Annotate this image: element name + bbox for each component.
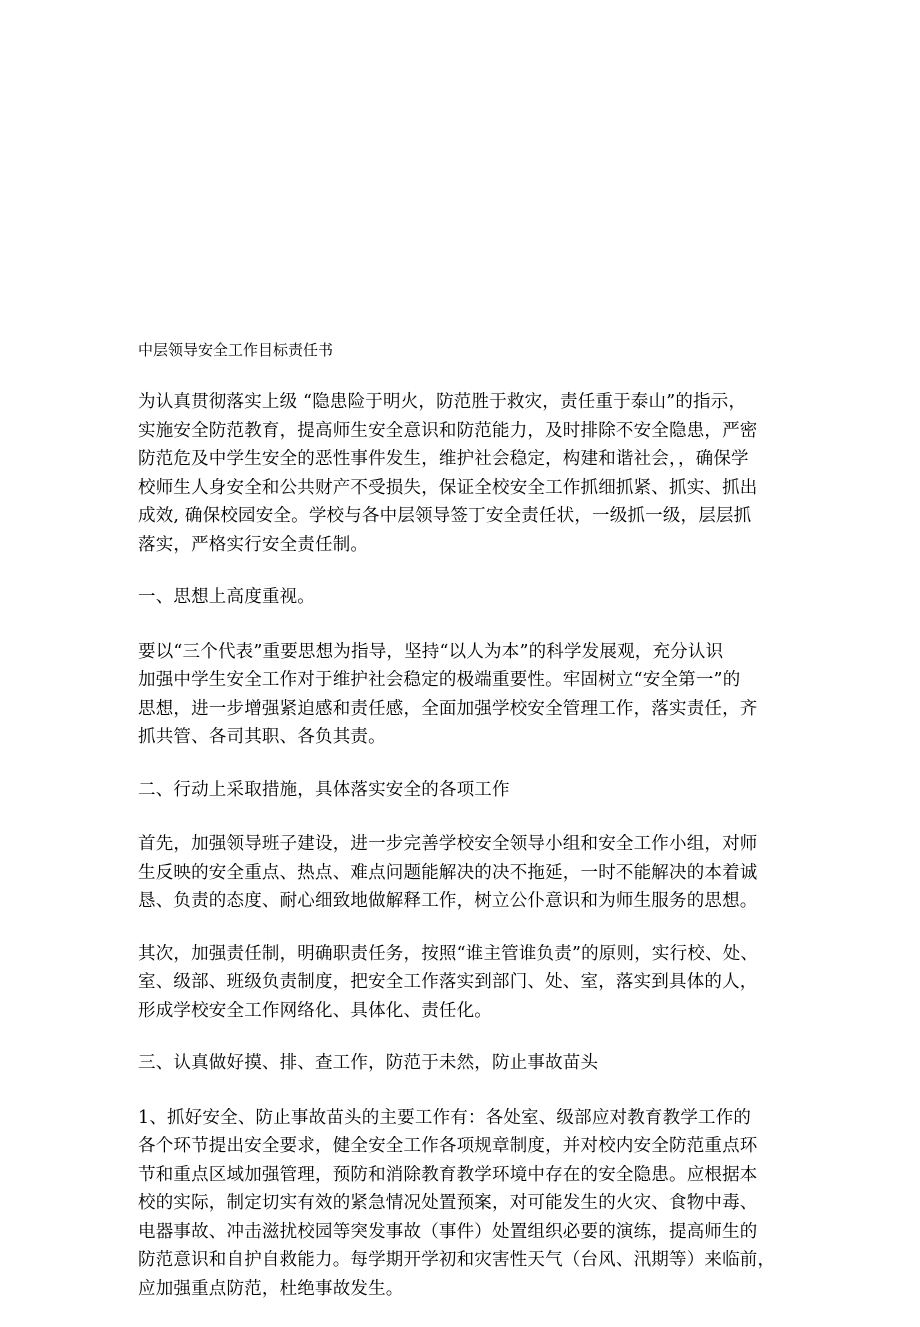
- paragraph-line: 落实，严格实行安全责任制。: [138, 534, 369, 555]
- document-page: [138, 338, 784, 1327]
- paragraph-line: 加强中学生安全工作对于维护社会稳定的极端重要性。牢固树立“安全第一”的: [138, 670, 741, 690]
- paragraph-section-2a: [138, 830, 784, 916]
- paragraph-line: 思想，进一步增强紧迫感和责任感，全面加强学校安全管理工作，落实责任，齐: [138, 698, 758, 719]
- paragraph-section-2b: [138, 940, 784, 1026]
- section-heading-3: [138, 1049, 784, 1078]
- paragraph-line: 为认真贯彻落实上级 “隐患险于明火，防范胜于救灾，责任重于泰山”的指示，: [138, 392, 747, 412]
- document-title: 中层领导安全工作目标责任书: [138, 341, 334, 359]
- section-heading-1: [138, 583, 784, 612]
- paragraph-line: 1、抓好安全、防止事故苗头的主要工作有：各处室、级部应对教育教学工作的: [138, 1107, 752, 1128]
- paragraph-line: 校的实际，制定切实有效的紧急情况处置预案，对可能发生的火灾、食物中毒、: [138, 1193, 758, 1213]
- paragraph-line: 恳、负责的态度、耐心细致地做解释工作，树立公仆意识和为师生服务的思想。: [138, 891, 758, 911]
- paragraph-line: 成效, 确保校园安全。学校与各中层领导签丁安全责任状，一级抓一级，层层抓: [138, 506, 752, 526]
- paragraph-line: 室、级部、班级负责制度，把安全工作落实到部门、处、室，落实到具体的人，: [138, 972, 758, 992]
- paragraph-line: 防范意识和自护自救能力。每学期开学初和灾害性天气（台风、汛期等）来临前，: [138, 1250, 776, 1270]
- heading-line: 三、认真做好摸、排、查工作，防范于未然，防止事故苗头: [138, 1053, 599, 1073]
- paragraph-line: 校师生人身安全和公共财产不受损失，保证全校安全工作抓细抓紧、抓实、抓出: [138, 477, 758, 498]
- paragraph-section-1: [138, 638, 784, 752]
- paragraph-line: 生反映的安全重点、热点、难点问题能解决的决不拖延，一时不能解决的本着诚: [138, 862, 758, 883]
- paragraph-line: 各个环节提出安全要求，健全安全工作各项规章制度，并对校内安全防范重点环: [138, 1136, 758, 1156]
- paragraph-line: 电器事故、冲击滋扰校园等突发事故（事件）处置组织必要的演练，提高师生的: [138, 1221, 758, 1242]
- paragraph-line: 形成学校安全工作网络化、具体化、责任化。: [138, 1000, 492, 1021]
- paragraph-intro: [138, 388, 784, 559]
- paragraph-line: 实施安全防范教育，提高师生安全意识和防范能力，及时排除不安全隐患，严密: [138, 420, 758, 441]
- paragraph-line: 其次，加强责任制，明确职责任务，按照“谁主管谁负责”的原则，实行校、处、: [138, 943, 759, 964]
- paragraph-line: 首先，加强领导班子建设，进一步完善学校安全领导小组和安全工作小组，对师: [138, 834, 758, 854]
- paragraph-line: 应加强重点防范，杜绝事故发生。: [138, 1278, 404, 1299]
- paragraph-line: 要以“三个代表”重要思想为指导，坚持“以人为本”的科学发展观，充分认识: [138, 641, 724, 662]
- paragraph-line: 节和重点区域加强管理，预防和消除教育教学环境中存在的安全隐患。应根据本: [138, 1164, 758, 1185]
- heading-line: 二、行动上采取措施，具体落实安全的各项工作: [138, 779, 510, 800]
- paragraph-line: 抓共管、各司其职、各负其责。: [138, 727, 386, 747]
- paragraph-line: 防范危及中学生安全的恶性事件发生，维护社会稳定，构建和谐社会，，确保学: [138, 449, 749, 469]
- heading-line: 一、思想上高度重视。: [138, 587, 315, 607]
- paragraph-section-3: [138, 1104, 784, 1304]
- section-heading-2: [138, 776, 784, 805]
